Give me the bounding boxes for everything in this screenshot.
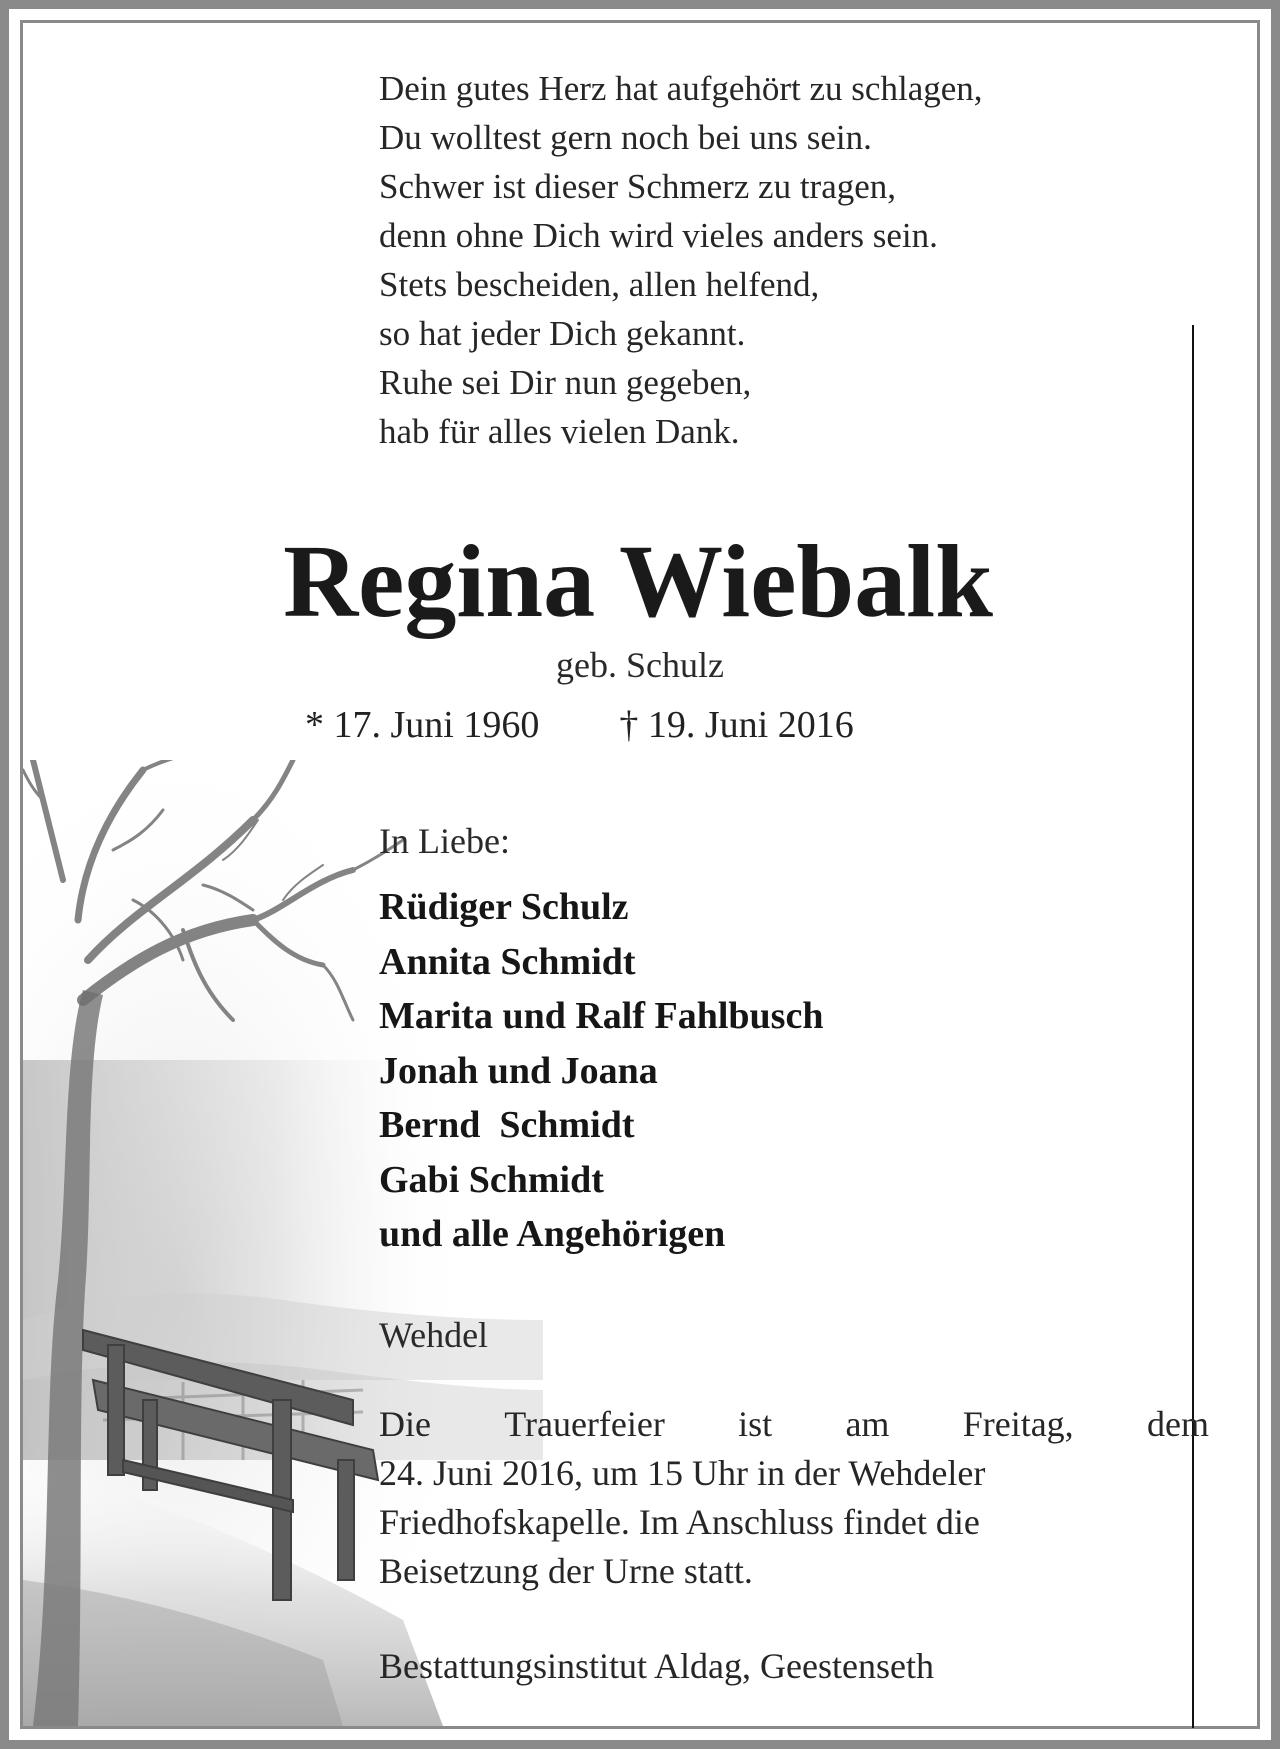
life-dates (305, 700, 854, 750)
service-line-3: Friedhofskapelle. Im Anschluss findet die (379, 1502, 980, 1542)
service-word: Freitag, (962, 1404, 1074, 1444)
birth-date: * 17. Juni 1960 (305, 704, 540, 746)
poem-line: Schwer ist dieser Schmerz zu tragen, (379, 167, 897, 206)
service-line-1 (379, 1400, 1209, 1449)
mourner-name: Gabi Schmidt (379, 1158, 604, 1201)
service-word: dem (1146, 1404, 1209, 1444)
poem-line: denn ohne Dich wird vieles anders sein. (379, 216, 938, 255)
mourners-list (379, 880, 823, 1262)
mourners-intro: In Liebe: (379, 821, 510, 861)
service-line-2: 24. Juni 2016, um 15 Uhr in der Wehdeler (379, 1453, 986, 1493)
mourner-name: Jonah und Joana (379, 1049, 658, 1092)
poem-line: Du wolltest gern noch bei uns sein. (379, 118, 872, 157)
poem-line: Dein gutes Herz hat aufgehört zu schlagen, (379, 69, 983, 108)
mourner-name: Rüdiger Schulz (379, 886, 629, 928)
funeral-home: Bestattungsinstitut Aldag, Geestenseth (379, 1646, 934, 1686)
memorial-poem (379, 64, 1219, 456)
place-name: Wehdel (379, 1315, 489, 1355)
mourner-name: Marita und Ralf Fahlbusch (379, 995, 824, 1037)
poem-line: Ruhe sei Dir nun gegeben, (379, 363, 752, 402)
death-date: † 19. Juni 2016 (619, 704, 854, 746)
service-word: am (845, 1404, 890, 1444)
mourner-name: Bernd Schmidt (379, 1104, 635, 1146)
service-details (379, 1400, 1209, 1596)
deceased-name: Regina Wiebalk (283, 524, 993, 639)
mourner-name: Annita Schmidt (379, 940, 636, 983)
poem-line: hab für alles vielen Dank. (379, 412, 740, 451)
service-word: Die (379, 1404, 431, 1444)
poem-line: so hat jeder Dich gekannt. (379, 314, 746, 353)
service-line-4: Beisetzung der Urne statt. (379, 1551, 753, 1591)
poem-line: Stets bescheiden, allen helfend, (379, 265, 820, 304)
maiden-name: geb. Schulz (556, 645, 724, 685)
service-word: ist (738, 1404, 773, 1444)
service-word: Trauerfeier (504, 1404, 665, 1444)
mourner-name: und alle Angehörigen (379, 1213, 726, 1255)
